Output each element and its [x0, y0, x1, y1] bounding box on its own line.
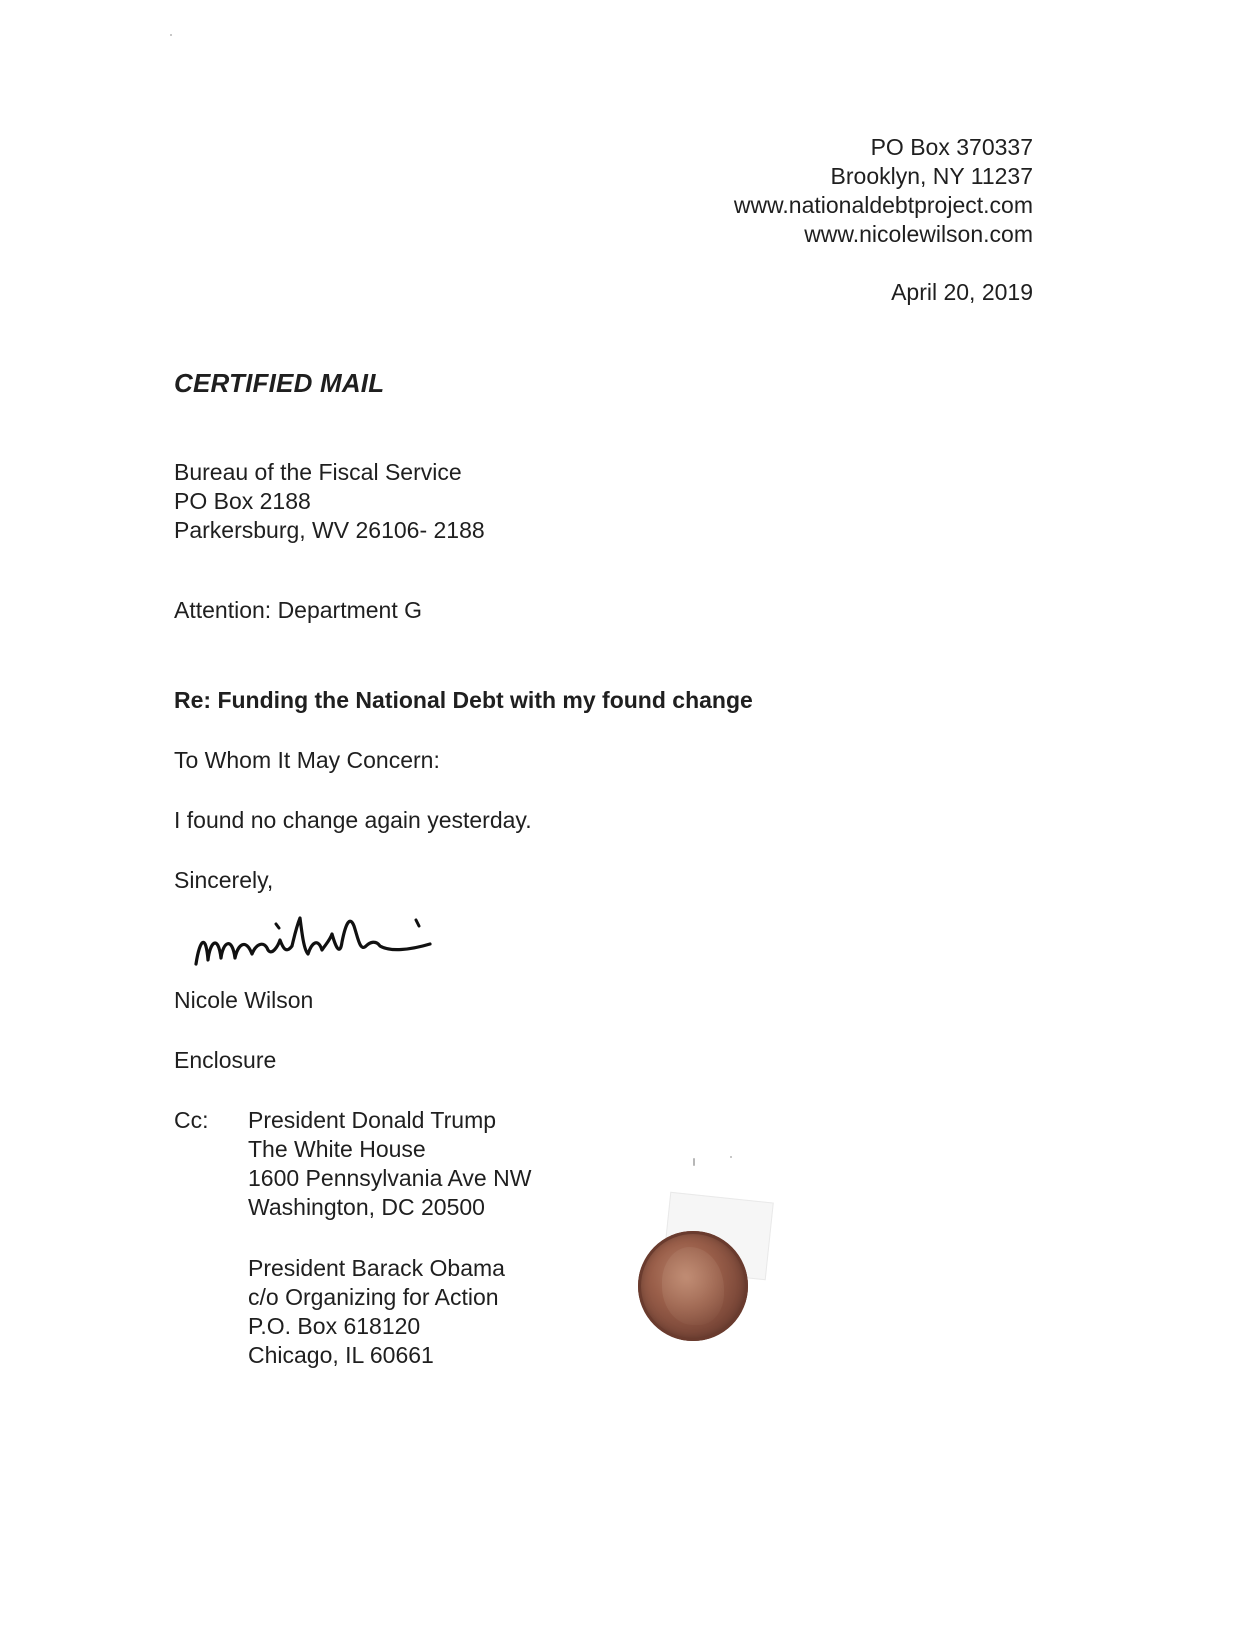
sender-po-box: PO Box 370337	[870, 134, 1033, 160]
scan-speck	[730, 1156, 732, 1158]
cc-recipient-org: The White House	[248, 1136, 426, 1162]
recipient-address-block	[174, 458, 485, 545]
closing: Sincerely,	[174, 867, 274, 893]
cc-recipient-city: Washington, DC 20500	[248, 1194, 485, 1220]
sender-website-2: www.nicolewilson.com	[804, 221, 1033, 247]
cc-label: Cc:	[174, 1107, 209, 1133]
sender-address-block	[734, 133, 1033, 249]
cc-recipient-name: President Donald Trump	[248, 1107, 497, 1133]
certified-mail-heading: CERTIFIED MAIL	[174, 368, 385, 398]
cc-recipient-org: c/o Organizing for Action	[248, 1284, 499, 1310]
signer-name: Nicole Wilson	[174, 987, 314, 1013]
recipient-city-state-zip: Parkersburg, WV 26106- 2188	[174, 517, 485, 543]
penny-coin-image	[638, 1231, 748, 1341]
taped-penny-enclosure	[630, 1195, 780, 1335]
scan-speck	[170, 34, 172, 36]
cc-recipient-trump	[248, 1106, 531, 1222]
recipient-name: Bureau of the Fiscal Service	[174, 459, 462, 485]
lincoln-profile-icon	[662, 1247, 724, 1325]
sender-website-1: www.nationaldebtproject.com	[733, 192, 1033, 218]
attention-line: Attention: Department G	[174, 597, 423, 623]
scan-speck	[693, 1158, 695, 1166]
cc-recipient-street: 1600 Pennsylvania Ave NW	[248, 1165, 532, 1191]
sender-city-state-zip: Brooklyn, NY 11237	[830, 163, 1033, 189]
salutation: To Whom It May Concern:	[174, 747, 440, 773]
recipient-po-box: PO Box 2188	[174, 488, 311, 514]
cc-recipient-street: P.O. Box 618120	[248, 1313, 421, 1339]
handwritten-signature	[190, 898, 450, 978]
letter-body: I found no change again yesterday.	[174, 807, 532, 833]
cc-recipient-name: President Barack Obama	[248, 1255, 505, 1281]
letter-date: April 20, 2019	[891, 279, 1033, 305]
subject-line: Re: Funding the National Debt with my found change	[174, 687, 753, 713]
cc-recipient-obama	[248, 1254, 505, 1370]
enclosure-note: Enclosure	[174, 1047, 277, 1073]
cc-recipient-city: Chicago, IL 60661	[248, 1342, 434, 1368]
